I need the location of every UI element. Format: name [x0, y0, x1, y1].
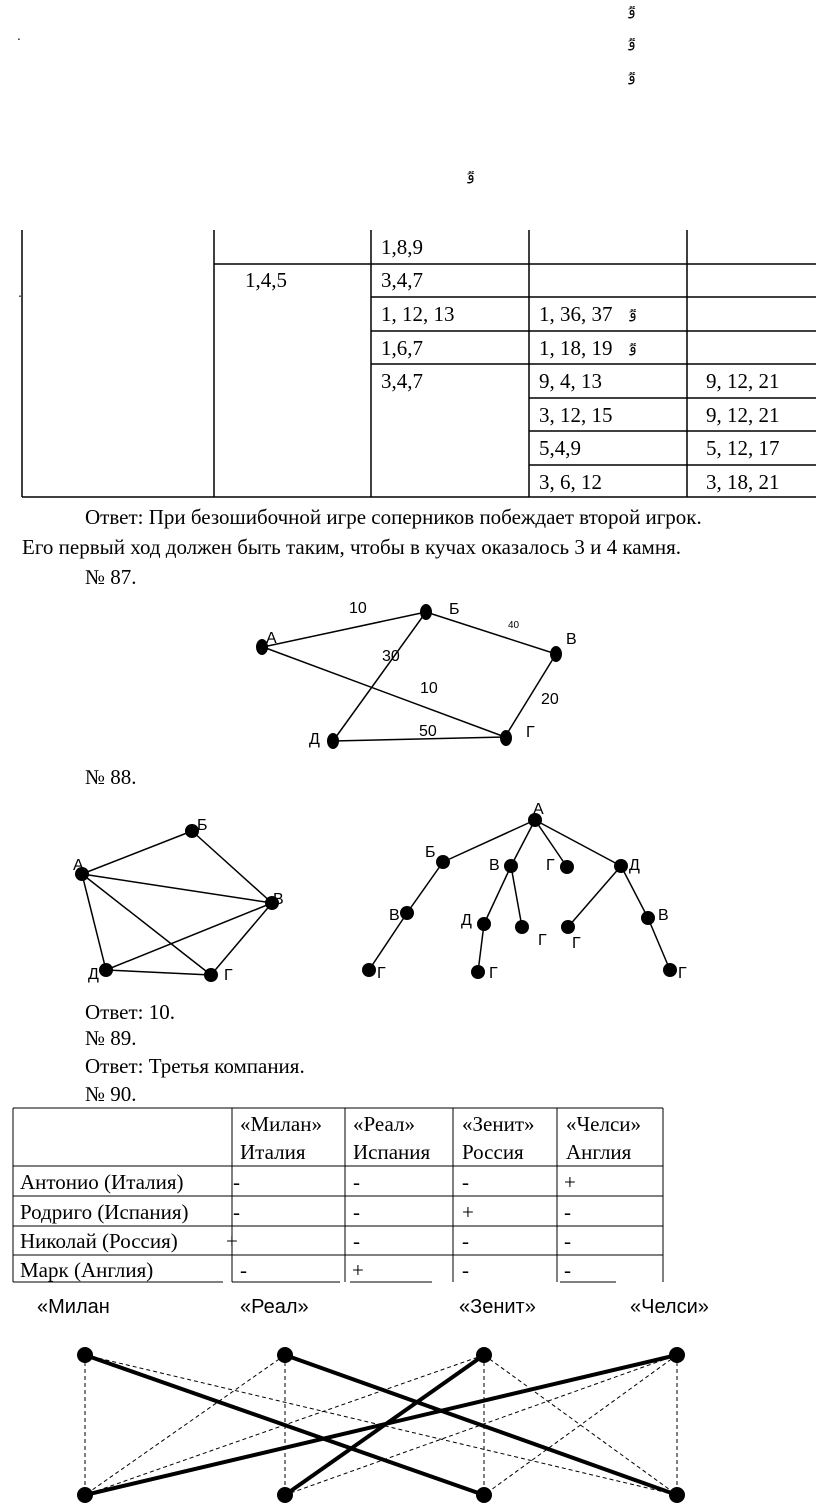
- table1-cell: 5, 12, 17: [706, 436, 780, 460]
- table90-row-name: Николай (Россия): [20, 1229, 178, 1253]
- table1-cell: 3, 18, 21: [706, 470, 780, 494]
- tree-node-label: В: [658, 907, 669, 924]
- node-label-d: Д: [309, 731, 320, 748]
- table1-cell: 3, 6, 12: [539, 470, 602, 494]
- table1-cell: 1, 36, 37: [539, 302, 613, 326]
- table1-cell: 3, 12, 15: [539, 403, 613, 427]
- problem-number: № 89.: [85, 1026, 137, 1050]
- player-node: [277, 1487, 293, 1503]
- answer-text: Ответ: Третья компания.: [85, 1054, 305, 1078]
- stray-check-mark: ٷ: [466, 166, 475, 184]
- check-mark: ٷ: [628, 338, 637, 356]
- table1-cell: 9, 12, 21: [706, 403, 780, 427]
- check-mark: ٷ: [628, 304, 637, 322]
- table90-cell: +: [564, 1170, 576, 1194]
- table90-header-country: Италия: [240, 1140, 306, 1164]
- tree-node-label: В: [489, 857, 500, 874]
- club-node: [669, 1347, 685, 1363]
- table90-header-country: Россия: [462, 1140, 524, 1164]
- table90-header-club: «Челси»: [566, 1112, 642, 1136]
- table1-cell: 1,6,7: [381, 336, 423, 360]
- table90-cell: -: [353, 1229, 360, 1253]
- node-label-a: А: [266, 630, 277, 647]
- weight-bv: 40: [508, 620, 520, 631]
- player-node: [476, 1487, 492, 1503]
- problem-number: № 90.: [85, 1082, 137, 1106]
- table1-cell: 3,4,7: [381, 268, 423, 292]
- answer-text: Ответ: 10.: [85, 1000, 175, 1024]
- weight-vg: 20: [541, 691, 559, 708]
- table90-cell: -: [462, 1258, 469, 1282]
- tree-node-label: Г: [489, 965, 498, 982]
- club-label-milan: «Милан: [37, 1296, 110, 1318]
- table90-cell: +: [352, 1258, 364, 1282]
- graph-node-label: Д: [88, 966, 99, 983]
- table90-header-club: «Реал»: [353, 1112, 415, 1136]
- table90-row-name: Родриго (Испания): [20, 1200, 189, 1224]
- stray-dot: .: [18, 286, 22, 300]
- tree-node-label: Г: [546, 857, 555, 874]
- table90-cell: -: [353, 1200, 360, 1224]
- graph-node-label: Б: [197, 817, 208, 834]
- table90-cell: -: [233, 1170, 240, 1194]
- tree-node-label: Г: [377, 965, 386, 982]
- table1-cell: 1,4,5: [245, 268, 287, 292]
- table90-cell: -: [462, 1170, 469, 1194]
- table90-cell: -: [462, 1229, 469, 1253]
- table90-row-name: Марк (Англия): [20, 1258, 154, 1282]
- table1-cell: 9, 12, 21: [706, 369, 780, 393]
- table1-cell: 9, 4, 13: [539, 369, 602, 393]
- club-label-zenit: «Зенит»: [459, 1296, 536, 1318]
- tree-node-label: Б: [425, 844, 436, 861]
- graph-node-label: В: [273, 891, 284, 908]
- player-node: [77, 1487, 93, 1503]
- tree-node-label: Д: [629, 857, 640, 874]
- stray-check-mark: ٷ: [627, 67, 636, 85]
- node-label-g: Г: [526, 724, 535, 741]
- table90-cell: -: [353, 1170, 360, 1194]
- weight-ab: 10: [349, 600, 367, 617]
- table90-header-club: «Милан»: [240, 1112, 322, 1136]
- table90-cell: +: [226, 1229, 238, 1253]
- tree-node-label: Г: [572, 935, 581, 952]
- club-label-chelsea: «Челси»: [630, 1296, 709, 1318]
- node-label-v: В: [566, 631, 577, 648]
- stray-check-mark: ٷ: [627, 33, 636, 51]
- weight-dg: 50: [419, 723, 437, 740]
- table1-cell: 3,4,7: [381, 369, 423, 393]
- weight-bd: 30: [382, 648, 400, 665]
- table90-header-country: Англия: [566, 1140, 632, 1164]
- table90-cell: -: [564, 1258, 571, 1282]
- table90-header-country: Испания: [353, 1140, 431, 1164]
- club-node: [476, 1347, 492, 1363]
- tree-node-label: Г: [538, 932, 547, 949]
- club-label-real: «Реал»: [240, 1296, 309, 1318]
- stray-check-mark: ٷ: [627, 1, 636, 19]
- problem-number: № 87.: [85, 565, 137, 589]
- tree-node-label: А: [533, 801, 544, 818]
- graph-node-label: Г: [224, 967, 233, 984]
- problem-number: № 88.: [85, 765, 137, 789]
- stray-dot: .: [17, 29, 21, 43]
- table90-cell: -: [564, 1229, 571, 1253]
- table1-cell: 1,8,9: [381, 235, 423, 259]
- tree-node-label: В: [389, 907, 400, 924]
- table1-cell: 1, 12, 13: [381, 302, 455, 326]
- graph-node-label: А: [73, 857, 84, 874]
- table90-header-club: «Зенит»: [462, 1112, 535, 1136]
- table90-cell: -: [564, 1200, 571, 1224]
- club-node: [77, 1347, 93, 1363]
- player-node: [669, 1487, 685, 1503]
- weight-ag: 10: [420, 680, 438, 697]
- node-label-b: Б: [449, 601, 460, 618]
- table1-cell: 5,4,9: [539, 436, 581, 460]
- table1-cell: 1, 18, 19: [539, 336, 613, 360]
- answer-text-line1: Ответ: При безошибочной игре соперников побеждает второй игрок.: [85, 505, 702, 529]
- table90-cell: -: [233, 1200, 240, 1224]
- club-node: [277, 1347, 293, 1363]
- tree-node-label: Д: [461, 912, 472, 929]
- table90-row-name: Антонио (Италия): [20, 1170, 184, 1194]
- table90-cell: +: [462, 1200, 474, 1224]
- tree-node-label: Г: [678, 965, 687, 982]
- answer-text-line2: Его первый ход должен быть таким, чтобы в кучах оказалось 3 и 4 камня.: [22, 535, 681, 559]
- table90-cell: -: [240, 1258, 247, 1282]
